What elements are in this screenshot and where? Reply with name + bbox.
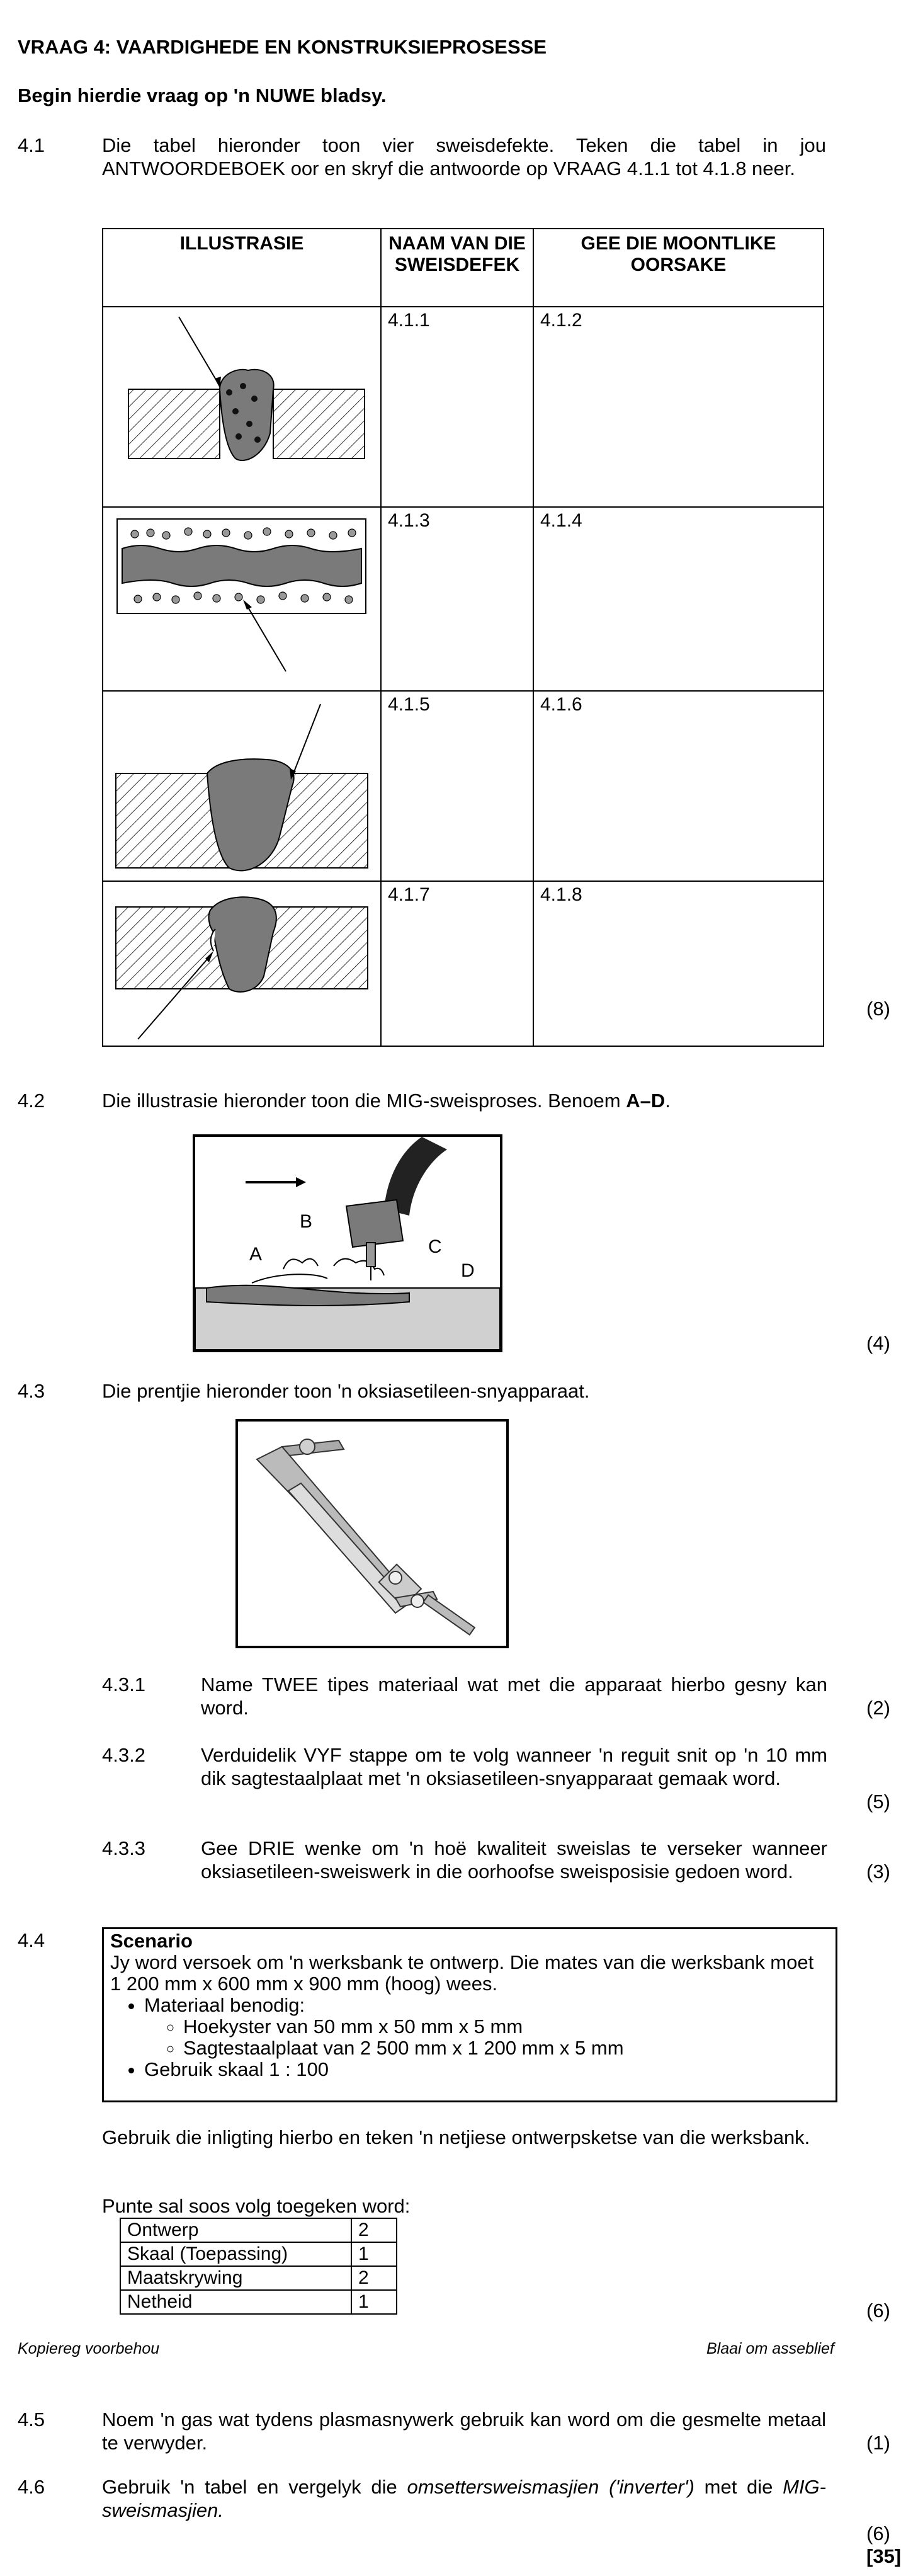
q41-number: 4.1: [18, 134, 45, 156]
q4-total: [35]: [866, 2545, 901, 2567]
footer-turn-over: Blaai om asseblief: [706, 2340, 834, 2357]
cell-4-1-8: 4.1.8: [533, 881, 824, 1046]
table-row: Maatskrywing 2: [120, 2266, 397, 2290]
table-row: Skaal (Toepassing) 1: [120, 2242, 397, 2266]
points-intro: Punte sal soos volg toegeken word:: [102, 2195, 411, 2217]
scale-item: • Gebruik skaal 1 : 100: [144, 2059, 829, 2080]
label-d: D: [461, 1260, 475, 1281]
q432-number: 4.3.2: [102, 1744, 145, 1766]
header-defect-name: NAAM VAN DIE SWEISDEFEK: [381, 229, 533, 307]
q46-number: 4.6: [18, 2476, 45, 2498]
table-row: Ontwerp 2: [120, 2218, 397, 2242]
weld-defects-table: [102, 228, 824, 1047]
header-causes: GEE DIE MOONTLIKE OORSAKE: [533, 229, 824, 307]
q42-number: 4.2: [18, 1090, 45, 1112]
q41-marks: (8): [866, 998, 890, 1020]
cell-4-1-4: 4.1.4: [533, 507, 824, 691]
mig-process-figure: [193, 1134, 502, 1352]
q43-text: Die prentjie hieronder toon 'n oksiasetileen-snyapparaat.: [102, 1380, 590, 1402]
points-table: [120, 2218, 397, 2315]
q433-marks: (3): [866, 1861, 890, 1883]
label-c: C: [428, 1236, 442, 1257]
material-item: ◦ Hoekyster van 50 mm x 50 mm x 5 mm: [183, 2016, 829, 2037]
q432-marks: (5): [866, 1791, 890, 1813]
q45-text: Noem 'n gas wat tydens plasmasnywerk gebruik kan word om die gesmelte metaal te verwyder.: [102, 2408, 826, 2454]
q44-number: 4.4: [18, 1929, 45, 1951]
q44-marks: (6): [866, 2300, 890, 2322]
q431-marks: (2): [866, 1697, 890, 1719]
q433-number: 4.3.3: [102, 1837, 145, 1859]
illustration-spatter: [103, 507, 381, 691]
scenario-box: [102, 1927, 837, 2102]
cell-4-1-7: 4.1.7: [381, 881, 533, 1046]
q431-number: 4.3.1: [102, 1673, 145, 1695]
material-list: • Materiaal benodig: ◦ Hoekyster van 50 mm x 50 mm x 5 mm ◦ Sagtestaalplaat van 2 500 mm x 1 200 mm x 5 mm: [144, 1995, 829, 2059]
footer-copyright: Kopiereg voorbehou: [18, 2340, 160, 2357]
header-illustration: ILLUSTRASIE: [103, 229, 381, 307]
scenario-text: Jy word versoek om 'n werksbank te ontwerp. Die mates van die werksbank moet 1 200 mm x 600 mm x 900 mm (hoog) wees.: [110, 1951, 814, 1995]
q46-text: Gebruik 'n tabel en vergelyk die omsettersweismasjien ('inverter') met die MIG-sweismasjien.: [102, 2476, 826, 2521]
q43-number: 4.3: [18, 1380, 45, 1402]
table-row: Netheid 1: [120, 2290, 397, 2314]
q433-text: Gee DRIE wenke om 'n hoë kwaliteit sweislas te verseker wanneer oksiasetileen-sweiswerk in die oorhoofse sweisposisie gedoen word.: [201, 1837, 827, 1883]
oxyacetylene-cutter-figure: [235, 1419, 509, 1648]
q46-marks: (6): [866, 2522, 890, 2545]
illustration-overlap: [103, 691, 381, 881]
illustration-undercut: [103, 881, 381, 1046]
q41-text: Die tabel hieronder toon vier sweisdefekte. Teken die tabel in jou ANTWOORDEBOEK oor en skryf die antwoorde op VRAAG 4.1.1 tot 4.1.8 neer.: [102, 134, 826, 180]
cell-4-1-3: 4.1.3: [381, 507, 533, 691]
q42-text: Die illustrasie hieronder toon die MIG-sweisproses. Benoem A–D.: [102, 1090, 671, 1112]
label-a: A: [249, 1244, 263, 1265]
scenario-title: Scenario: [110, 1930, 193, 1952]
cell-4-1-2: 4.1.2: [533, 307, 824, 507]
q42-marks: (4): [866, 1332, 890, 1354]
label-b: B: [300, 1211, 313, 1232]
cell-4-1-6: 4.1.6: [533, 691, 824, 881]
cell-4-1-1: 4.1.1: [381, 307, 533, 507]
instruction: Begin hierdie vraag op 'n NUWE bladsy.: [18, 84, 387, 106]
q45-marks: (1): [866, 2432, 890, 2454]
illustration-porosity: [103, 307, 381, 507]
q432-text: Verduidelik VYF stappe om te volg wanneer 'n reguit snit op 'n 10 mm dik sagtestaalplaat met 'n oksiasetileen-snyapparaat gemaak word.: [201, 1744, 827, 1789]
q431-text: Name TWEE tipes materiaal wat met die apparaat hierbo gesny kan word.: [201, 1673, 827, 1719]
question-heading: VRAAG 4: VAARDIGHEDE EN KONSTRUKSIEPROSESSE: [18, 36, 547, 58]
q44-instruction: Gebruik die inligting hierbo en teken 'n netjiese ontwerpsketse van die werksbank.: [102, 2126, 810, 2148]
cell-4-1-5: 4.1.5: [381, 691, 533, 881]
q45-number: 4.5: [18, 2408, 45, 2431]
material-item: ◦ Sagtestaalplaat van 2 500 mm x 1 200 mm x 5 mm: [183, 2037, 829, 2059]
